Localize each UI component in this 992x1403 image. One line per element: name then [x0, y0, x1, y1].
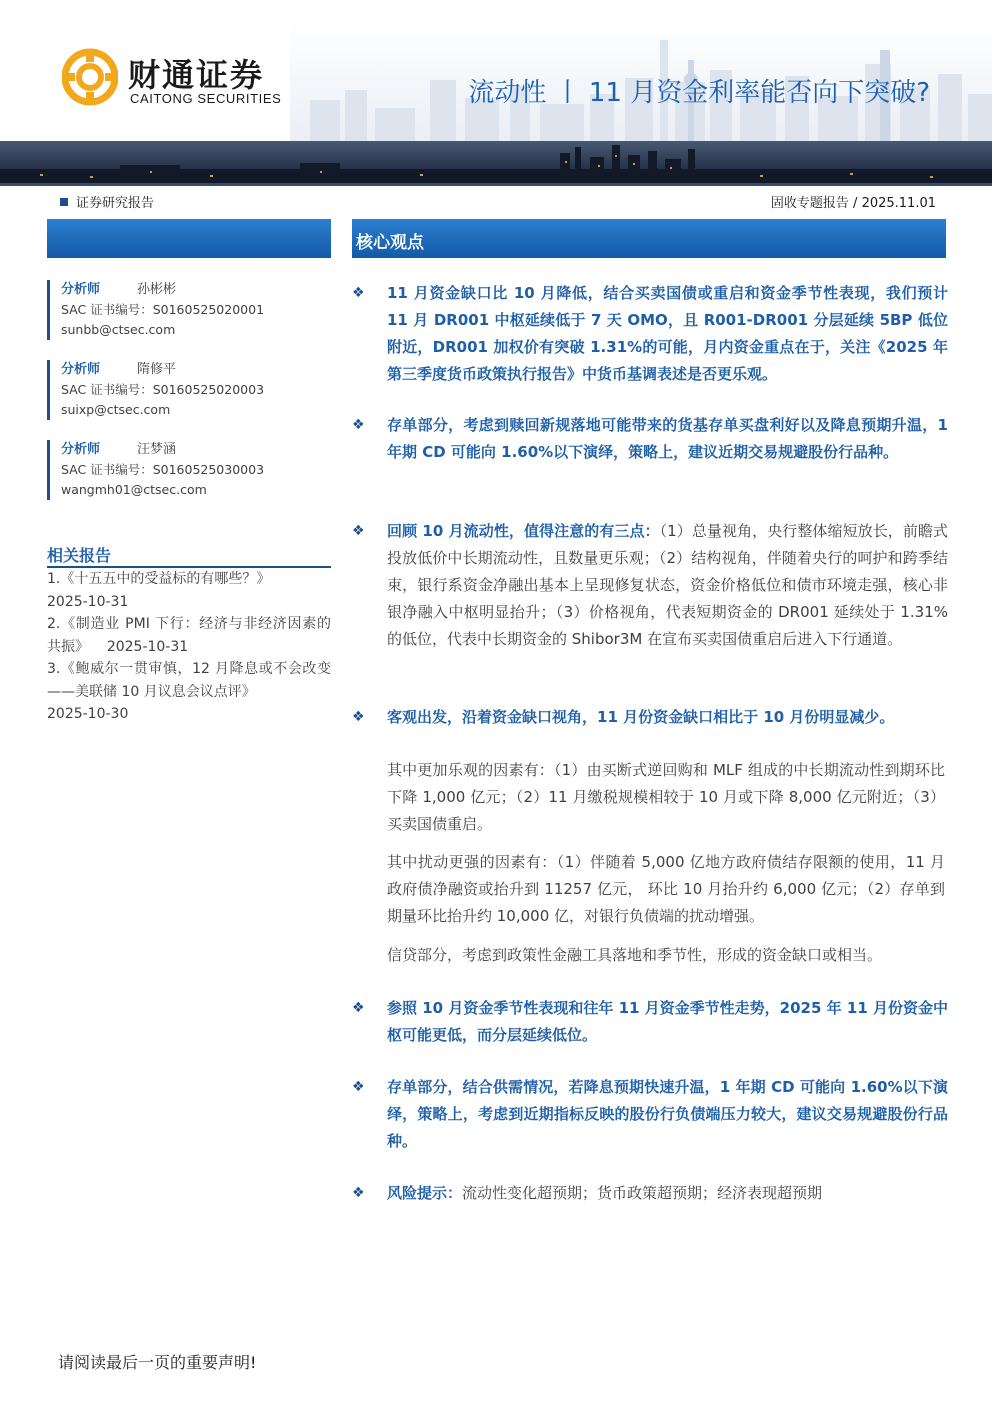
risk-warning-body: 流动性变化超预期；货币政策超预期；经济表现超预期 [462, 1184, 823, 1202]
core-bullet [352, 995, 948, 1049]
caitong-logo-icon [62, 48, 118, 106]
related-report-item[interactable] [47, 658, 331, 726]
city-night-banner [0, 141, 992, 186]
core-bullet-body: （1）总量视角，央行整体缩短放长，前瞻式投放低价中长期流动性，且数量更乐观；（2）结构视角，伴随着央行的呵护和跨季结束，银行系资金净融出基本上呈现修复状态，资金价格低位和债市环境走强，核心非银净融入中枢明显抬升；（3）价格视角，代表短期资金的 DR001 延续处于 1.31%的低位，代表中长期资金的 Shibor3M 在宣布买卖国债重启后进入下行通道。 [387, 522, 949, 648]
company-logo [62, 44, 302, 114]
disclaimer-note: 请阅读最后一页的重要声明! [58, 1353, 257, 1372]
analyst-sac: SAC 证书编号：S0160525030003 [61, 462, 265, 477]
diamond-bullet-icon: ❖ [352, 285, 365, 301]
core-bullet-text: 11 月资金缺口比 10 月降低，结合买卖国债或重启和资金季节性表现，我们预计 11 月 DR001 中枢延续低于 7 天 OMO，且 R001-DR001 分层延续 5BP 低位附近，DR001 加权价有突破 1.31%的可能，月内资金重点在于，关注《2025 年第三季度货币政策执行报告》中货币基调表述是否更乐观。 [387, 284, 948, 383]
analyst-name: 隋修平 [137, 362, 177, 377]
core-views-header-bar [352, 219, 946, 258]
related-report-item[interactable] [47, 568, 331, 613]
diamond-bullet-icon: ❖ [352, 709, 365, 725]
related-reports-list [47, 568, 331, 726]
body-paragraph: 信贷部分，考虑到政策性金融工具落地和季节性，形成的资金缺口或相当。 [387, 946, 883, 964]
related-report-date: 2025-10-30 [47, 706, 129, 722]
diamond-bullet-icon: ❖ [352, 1079, 365, 1095]
diamond-bullet-icon: ❖ [352, 523, 365, 539]
related-report-item[interactable] [47, 613, 331, 658]
report-category-date: 固收专题报告 / 2025.11.01 [770, 196, 936, 211]
related-reports-title: 相关报告 [47, 546, 112, 565]
analyst-name: 孙彬彬 [137, 282, 177, 297]
analyst-role: 分析师 [61, 362, 101, 377]
logo-chinese-name: 财通证券 [128, 56, 265, 94]
report-type-label [60, 192, 154, 211]
core-bullet [352, 1074, 948, 1155]
square-bullet-icon [60, 198, 68, 206]
analyst-name: 汪梦涵 [137, 442, 177, 457]
analyst-email[interactable]: wangmh01@ctsec.com [61, 482, 207, 497]
risk-warning-label: 风险提示： [387, 1184, 463, 1202]
core-bullet-text: 存单部分，考虑到赎回新规落地可能带来的货基存单买盘利好以及降息预期升温，1 年期 CD 可能向 1.60%以下演绎，策略上，建议近期交易规避股份行品种。 [387, 416, 948, 461]
core-bullet [352, 518, 948, 653]
core-bullet-text [387, 518, 948, 653]
analyst-card [47, 440, 341, 500]
analyst-sac: SAC 证书编号：S0160525020001 [61, 302, 265, 317]
related-report-date: 2025-10-31 [47, 593, 129, 610]
logo-english-name: CAITONG SECURITIES [130, 91, 282, 106]
body-paragraph: 其中扰动更强的因素有：（1）伴随着 5,000 亿地方政府债结存限额的使用，11 月政府债净融资或抬升到 11257 亿元， 环比 10 月抬升约 6,000 亿元；（2）存单到期量环比抬升约 10,000 亿，对银行负债端的扰动增强。 [387, 853, 945, 925]
report-header [0, 0, 992, 186]
related-report-title: 1.《十五五中的受益标的有哪些？》 [47, 571, 271, 587]
body-paragraph: 其中更加乐观的因素有：（1）由买断式逆回购和 MLF 组成的中长期流动性到期环比下降 1,000 亿元；（2）11 月缴税规模相较于 10 月或下降 8,000 亿元附近；（3）买卖国债重启。 [387, 761, 945, 833]
analyst-card [47, 280, 341, 340]
left-column-header-bar [47, 219, 331, 258]
related-report-title: 2.《制造业 PMI 下行：经济与非经济因素的共振》 [47, 616, 331, 655]
analyst-role: 分析师 [61, 442, 101, 457]
core-bullet-text: 存单部分，结合供需情况，若降息预期快速升温，1 年期 CD 可能向 1.60%以下演绎，策略上，考虑到近期指标反映的股份行负债端压力较大，建议交易规避股份行品种。 [387, 1078, 948, 1150]
core-bullet [352, 280, 948, 388]
analyst-sac: SAC 证书编号：S0160525020003 [61, 382, 265, 397]
analyst-role: 分析师 [61, 282, 101, 297]
analyst-card [47, 360, 341, 420]
core-bullet-text [387, 1180, 948, 1207]
core-bullet-text: 参照 10 月资金季节性表现和往年 11 月资金季节性走势，2025 年 11 月份资金中枢可能更低，而分层延续低位。 [387, 999, 948, 1044]
related-report-title: 3.《鲍威尔一贯审慎，12 月降息或不会改变 ——美联储 10 月议息会议点评》 [47, 661, 331, 700]
report-type-text: 证券研究报告 [76, 196, 155, 211]
core-bullet [352, 704, 948, 731]
diamond-bullet-icon: ❖ [352, 1185, 365, 1201]
diamond-bullet-icon: ❖ [352, 417, 365, 433]
core-views-title: 核心观点 [356, 233, 424, 253]
report-title: 流动性 丨 11 月资金利率能否向下突破? [468, 78, 930, 108]
analyst-email[interactable]: sunbb@ctsec.com [61, 322, 176, 337]
core-bullet [352, 1180, 948, 1207]
core-bullet [352, 412, 948, 466]
core-bullet-lead: 回顾 10 月流动性，值得注意的有三点： [387, 522, 660, 540]
core-bullet-text: 客观出发，沿着资金缺口视角，11 月份资金缺口相比于 10 月份明显减少。 [387, 708, 895, 726]
diamond-bullet-icon: ❖ [352, 1000, 365, 1016]
related-report-date: 2025-10-31 [106, 638, 189, 655]
analyst-email[interactable]: suixp@ctsec.com [61, 402, 171, 417]
